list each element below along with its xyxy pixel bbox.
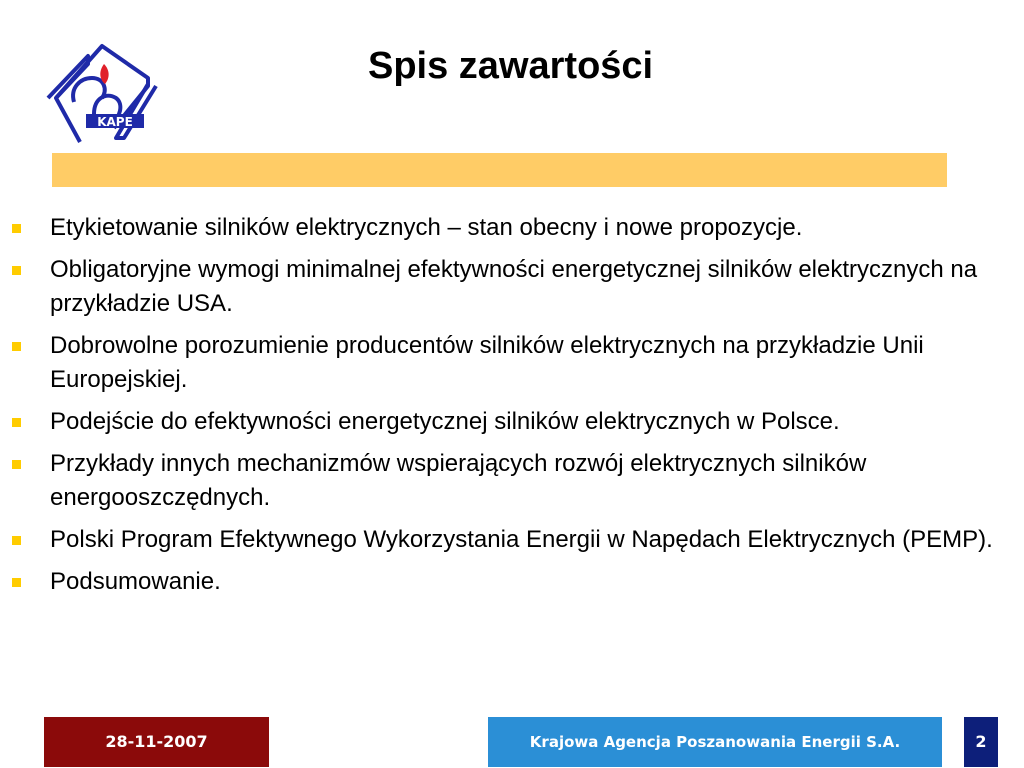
list-item-text: Etykietowanie silników elektrycznych – stan obecny i nowe propozycje. (50, 214, 803, 241)
list-item-text: Polski Program Efektywnego Wykorzystania Energii w Napędach Elektrycznych (PEMP). (50, 526, 993, 553)
square-bullet-icon (12, 266, 21, 275)
list-item (0, 405, 1010, 439)
kape-logo-icon (44, 38, 162, 146)
list-item-text: Dobrowolne porozumienie producentów silników elektrycznych na przykładzie Unii Europejskiej. (50, 332, 924, 393)
list-item-text: Podejście do efektywności energetycznej silników elektrycznych w Polsce. (50, 408, 840, 435)
square-bullet-icon (12, 578, 21, 587)
footer-date: 28-11-2007 (44, 717, 269, 767)
list-item-text: Przykłady innych mechanizmów wspierających rozwój elektrycznych silników energooszczędnych. (50, 450, 867, 511)
list-item (0, 211, 1010, 245)
list-item (0, 565, 1010, 599)
list-item (0, 329, 1010, 397)
square-bullet-icon (12, 342, 21, 351)
square-bullet-icon (12, 224, 21, 233)
square-bullet-icon (12, 418, 21, 427)
contents-list (0, 211, 1010, 607)
list-item (0, 447, 1010, 515)
list-item-text: Obligatoryjne wymogi minimalnej efektywności energetycznej silników elektrycznych na przykładzie USA. (50, 256, 978, 317)
slide-title: Spis zawartości (368, 45, 654, 87)
list-item-text: Podsumowanie. (50, 568, 221, 595)
square-bullet-icon (12, 460, 21, 469)
list-item (0, 523, 1010, 557)
square-bullet-icon (12, 536, 21, 545)
logo-text: KAPE (97, 115, 133, 129)
footer-organization: Krajowa Agencja Poszanowania Energii S.A. (488, 717, 942, 767)
list-item (0, 253, 1010, 321)
page-number: 2 (964, 717, 998, 767)
title-underline-bar (52, 153, 947, 187)
